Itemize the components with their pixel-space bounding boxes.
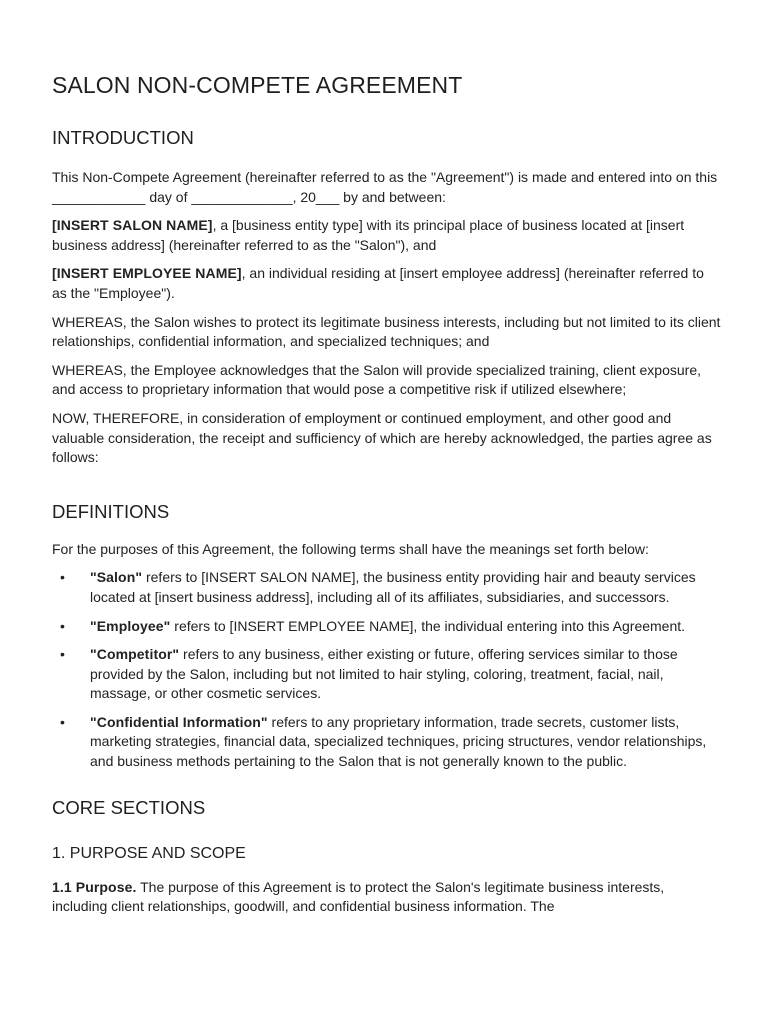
bullet-icon: • xyxy=(60,646,65,663)
definition-term: "Confidential Information" xyxy=(90,713,268,730)
whereas-paragraph-2: WHEREAS, the Employee acknowledges that the Salon will provide specialized training, client exposure, and access to proprietary information that would pose a competitive risk if utilized elsewhere; xyxy=(52,361,702,398)
definition-term: "Competitor" xyxy=(90,646,180,663)
employee-name-placeholder: [INSERT EMPLOYEE NAME] xyxy=(52,265,242,282)
definition-item xyxy=(52,645,722,704)
now-therefore-paragraph: NOW, THEREFORE, in consideration of employment or continued employment, and other good and valuable consideration, the receipt and sufficiency of which are hereby acknowledged, the parties agree as follows: xyxy=(52,409,712,466)
bullet-icon: • xyxy=(60,713,65,730)
definition-item xyxy=(52,617,722,637)
definition-item xyxy=(52,713,722,772)
definitions-list xyxy=(52,568,722,771)
bullet-icon: • xyxy=(60,617,65,634)
section-1-1-label: 1.1 Purpose. xyxy=(52,878,137,895)
whereas-paragraph-1: WHEREAS, the Salon wishes to protect its legitimate business interests, including but not limited to its client relationships, confidential information, and specialized techniques; and xyxy=(52,313,721,350)
salon-name-placeholder: [INSERT SALON NAME] xyxy=(52,217,213,234)
definition-term: "Employee" xyxy=(90,617,171,634)
definitions-lead: For the purposes of this Agreement, the following terms shall have the meanings set forth below: xyxy=(52,540,649,557)
introduction-heading: INTRODUCTION xyxy=(52,127,194,148)
definition-text xyxy=(90,617,722,637)
purpose-scope-heading: 1. PURPOSE AND SCOPE xyxy=(52,844,246,862)
document-title: SALON NON-COMPETE AGREEMENT xyxy=(52,72,463,98)
definition-text xyxy=(90,645,722,704)
definition-body: refers to any business, either existing or future, offering services similar to those provided by the Salon, including but not limited to hair styling, coloring, treatment, facial, nail, massage, or other cosmetic services. xyxy=(90,646,678,702)
definition-term: "Salon" xyxy=(90,569,143,586)
document-page xyxy=(52,68,722,917)
intro-paragraph-employee xyxy=(52,264,722,303)
definition-text xyxy=(90,568,722,607)
definition-body: refers to [INSERT EMPLOYEE NAME], the individual entering into this Agreement. xyxy=(170,617,686,634)
employee-clause: , an individual residing at [insert employee address] (hereinafter referred to as the "Employee"). xyxy=(52,265,704,301)
definition-item xyxy=(52,568,722,607)
definitions-heading: DEFINITIONS xyxy=(52,500,170,522)
bullet-icon: • xyxy=(60,569,65,586)
section-1-1-text: The purpose of this Agreement is to protect the Salon's legitimate business interests, including client relationships, goodwill, and confidential business information. The xyxy=(52,878,665,915)
intro-paragraph-1: This Non-Compete Agreement (hereinafter referred to as the "Agreement") is made and entered into on this ____________ day of _____________, 20___ by and between: xyxy=(52,169,718,205)
section-1-1-paragraph xyxy=(52,878,722,917)
definition-body: refers to any proprietary information, trade secrets, customer lists, marketing strategies, financial data, specialized techniques, pricing structures, vendor relationships, and business methods pertaining to the Salon that is not generally known to the public. xyxy=(90,713,707,770)
salon-clause: , a [business entity type] with its principal place of business located at [insert business address] (hereinafter referred to as the "Salon"), and xyxy=(52,217,685,253)
core-sections-heading: CORE SECTIONS xyxy=(52,796,206,818)
intro-paragraph-salon xyxy=(52,216,722,255)
definition-body: refers to [INSERT SALON NAME], the business entity providing hair and beauty services located at [insert business address], including all of its affiliates, subsidiaries, and successors. xyxy=(90,569,696,605)
definition-text xyxy=(90,713,722,772)
